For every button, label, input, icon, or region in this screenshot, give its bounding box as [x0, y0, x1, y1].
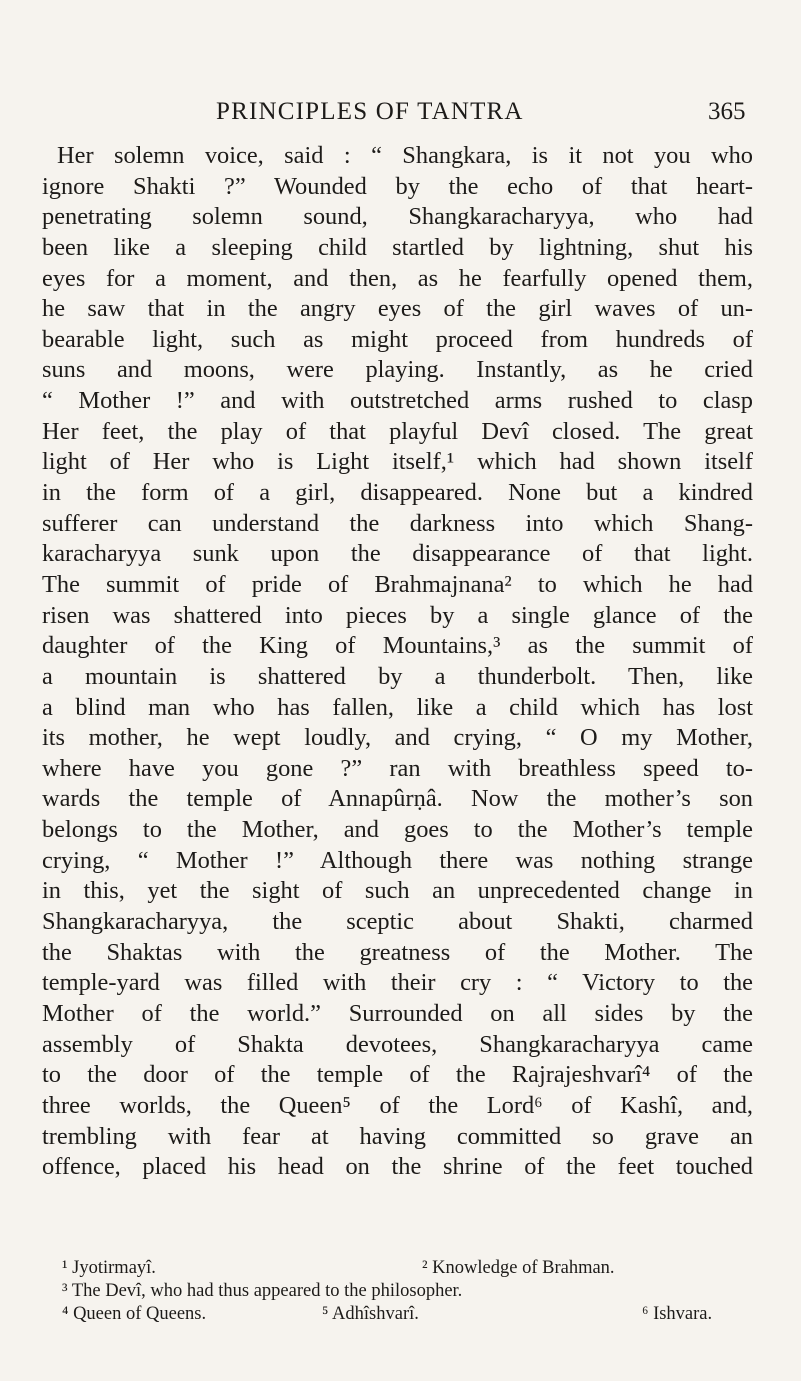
- text-line: assembly of Shakta devotees, Shangkaracharyya came: [42, 1030, 753, 1058]
- text-line: belongs to the Mother, and goes to the Mother’s temple: [42, 816, 753, 844]
- footnote-5: ⁵ Adhîshvarî.: [322, 1304, 419, 1324]
- text-line: offence, placed his head on the shrine of the feet touched: [42, 1153, 753, 1181]
- text-line: three worlds, the Queen⁵ of the Lord⁶ of Kashî, and,: [42, 1091, 753, 1119]
- footnote-4: ⁴ Queen of Queens.: [62, 1304, 207, 1324]
- text-line: risen was shattered into pieces by a single glance of the: [42, 601, 753, 629]
- text-line: in this, yet the sight of such an unprecedented change in: [42, 877, 753, 905]
- page-number: 365: [708, 98, 746, 125]
- text-line: a mountain is shattered by a thunderbolt. Then, like: [42, 662, 753, 690]
- footnotes: [62, 1257, 752, 1326]
- text-line: bearable light, such as might proceed from hundreds of: [42, 325, 753, 353]
- text-line: a blind man who has fallen, like a child which has lost: [42, 693, 753, 721]
- footnote-3: ³ The Devî, who had thus appeared to the philosopher.: [62, 1281, 463, 1301]
- text-line: temple-yard was filled with their cry : “ Victory to the: [42, 969, 753, 997]
- text-line: The summit of pride of Brahmajnana² to which he had: [42, 570, 753, 598]
- text-line: sufferer can understand the darkness into which Shang-: [42, 509, 753, 537]
- text-line: Mother of the world.” Surrounded on all sides by the: [42, 999, 753, 1027]
- text-line: the Shaktas with the greatness of the Mother. The: [42, 938, 753, 966]
- text-line: Her feet, the play of that playful Devî closed. The great: [42, 417, 753, 445]
- text-line: been like a sleeping child startled by lightning, shut his: [42, 233, 753, 261]
- body-text: [42, 141, 753, 1183]
- text-line: he saw that in the angry eyes of the girl waves of un-: [42, 295, 753, 323]
- text-line: Shangkaracharyya, the sceptic about Shakti, charmed: [42, 908, 753, 936]
- text-line: wards the temple of Annapûrṇâ. Now the mother’s son: [42, 785, 753, 813]
- page-header: [0, 98, 801, 138]
- footnote-2: ² Knowledge of Brahman.: [422, 1258, 615, 1278]
- text-line: in the form of a girl, disappeared. None but a kindred: [42, 479, 753, 507]
- footnote-6: ⁶ Ishvara.: [642, 1304, 713, 1324]
- text-line: eyes for a moment, and then, as he fearfully opened them,: [42, 264, 753, 292]
- text-line: where have you gone ?” ran with breathless speed to-: [42, 754, 753, 782]
- text-line: daughter of the King of Mountains,³ as the summit of: [42, 632, 753, 660]
- footnote-1: ¹ Jyotirmayî.: [62, 1258, 156, 1278]
- text-line: Her solemn voice, said : “ Shangkara, is it not you who: [57, 142, 753, 169]
- running-title: PRINCIPLES OF TANTRA: [216, 98, 524, 125]
- text-line: penetrating solemn sound, Shangkaracharyya, who had: [42, 203, 753, 231]
- text-line: its mother, he wept loudly, and crying, “ O my Mother,: [42, 724, 753, 752]
- text-line: to the door of the temple of the Rajrajeshvarî⁴ of the: [42, 1061, 753, 1089]
- text-line: trembling with fear at having committed so grave an: [42, 1122, 753, 1150]
- text-line: “ Mother !” and with outstretched arms rushed to clasp: [42, 387, 753, 415]
- text-line: light of Her who is Light itself,¹ which had shown itself: [42, 448, 753, 476]
- text-line: karacharyya sunk upon the disappearance of that light.: [42, 540, 753, 568]
- text-line: crying, “ Mother !” Although there was nothing strange: [42, 846, 753, 874]
- text-line: suns and moons, were playing. Instantly, as he cried: [42, 356, 753, 384]
- text-line: ignore Shakti ?” Wounded by the echo of that heart-: [42, 172, 753, 200]
